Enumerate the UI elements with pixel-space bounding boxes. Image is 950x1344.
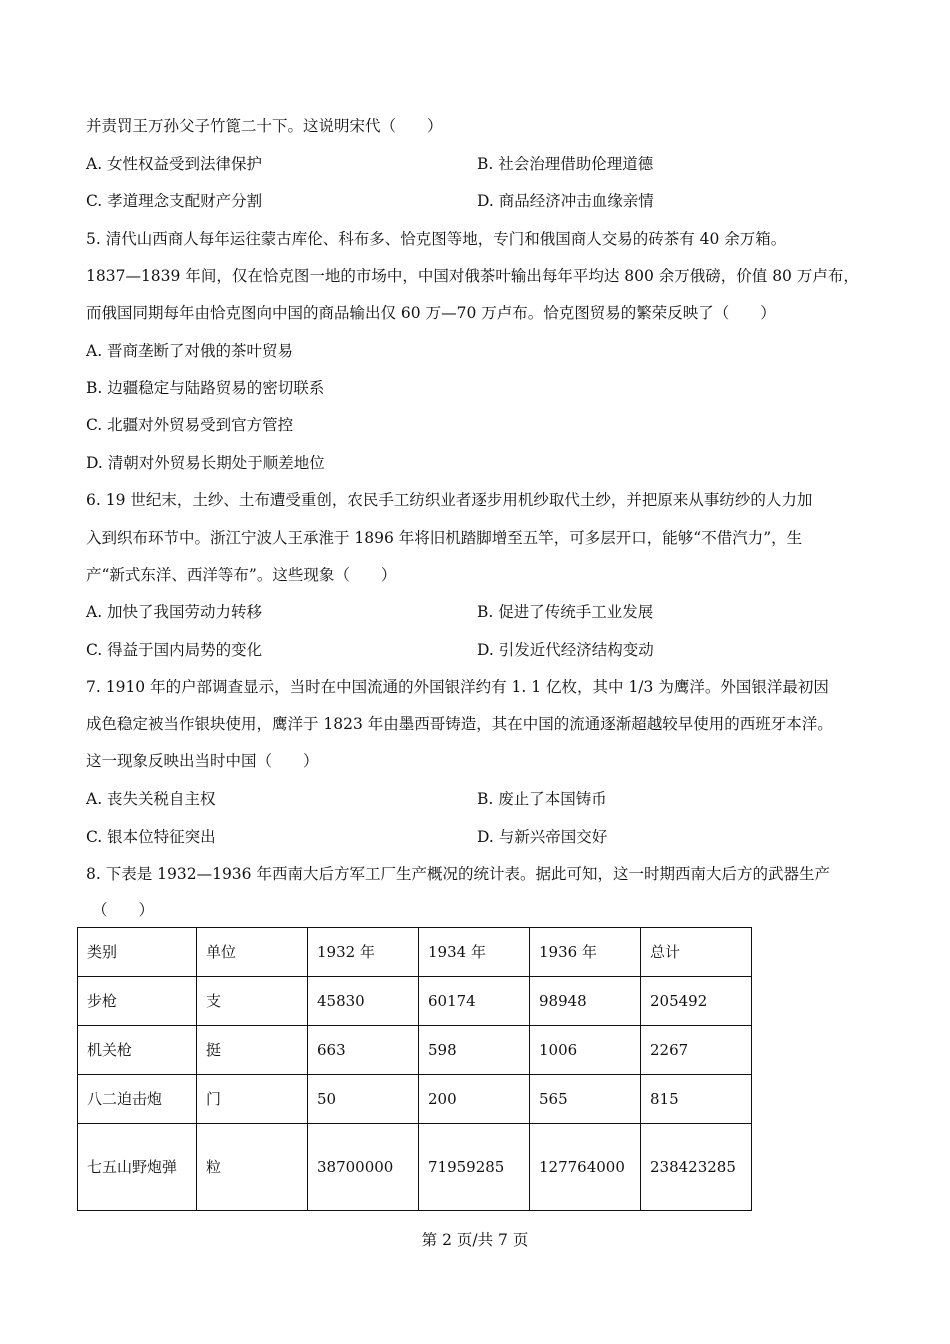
q7-option-c: C. 银本位特征突出: [86, 828, 216, 846]
table-header-cell: 1932 年: [308, 928, 419, 977]
q5-stem-line-3: 而俄国同期每年由恰克图向中国的商品输出仅 60 万—70 万卢布。恰克图贸易的繁荣反映了（ ）: [86, 304, 776, 322]
q7-option-b: B. 废止了本国铸币: [477, 790, 607, 808]
table-header-cell: 1936 年: [530, 928, 641, 977]
table-cell: 815: [641, 1075, 752, 1124]
q7-option-d: D. 与新兴帝国交好: [477, 828, 608, 846]
q4-option-a: A. 女性权益受到法律保护: [86, 155, 263, 173]
table-row: [78, 977, 752, 1026]
table-row: [78, 1124, 752, 1211]
q5-option-a: A. 晋商垄断了对俄的茶叶贸易: [86, 342, 294, 360]
q6-option-c: C. 得益于国内局势的变化: [86, 641, 263, 659]
table-cell: 598: [419, 1026, 530, 1075]
q8-stem-line-1: 8. 下表是 1932—1936 年西南大后方军工厂生产概况的统计表。据此可知，这一时期西南大后方的武器生产: [86, 865, 830, 883]
table-cell: 粒: [197, 1124, 308, 1211]
table-cell: 98948: [530, 977, 641, 1026]
table-header-cell: 总计: [641, 928, 752, 977]
table-cell: 支: [197, 977, 308, 1026]
table-cell: 门: [197, 1075, 308, 1124]
q5-option-d: D. 清朝对外贸易长期处于顺差地位: [86, 454, 325, 472]
table-cell: 205492: [641, 977, 752, 1026]
page-number-footer: 第 2 页/共 7 页: [421, 1231, 529, 1249]
q4-option-b: B. 社会治理借助伦理道德: [477, 155, 654, 173]
table-cell: 八二迫击炮: [78, 1075, 197, 1124]
table-cell: 机关枪: [78, 1026, 197, 1075]
table-header-cell: 单位: [197, 928, 308, 977]
q6-option-d: D. 引发近代经济结构变动: [477, 641, 654, 659]
q7-option-a: A. 丧失关税自主权: [86, 790, 216, 808]
q8-stem-line-2: （ ）: [92, 901, 155, 919]
q4-option-d: D. 商品经济冲击血缘亲情: [477, 192, 654, 210]
q7-stem-line-1: 7. 1910 年的户部调查显示，当时在中国流通的外国银洋约有 1. 1 亿枚，其中 1/3 为鹰洋。外国银洋最初因: [86, 678, 829, 696]
table-cell: 步枪: [78, 977, 197, 1026]
q7-stem-line-2: 成色稳定被当作银块使用，鹰洋于 1823 年由墨西哥铸造，其在中国的流通逐渐超越较早使用的西班牙本洋。: [86, 715, 833, 733]
table-cell: 565: [530, 1075, 641, 1124]
table-cell: 50: [308, 1075, 419, 1124]
table-cell: 60174: [419, 977, 530, 1026]
q5-option-b: B. 边疆稳定与陆路贸易的密切联系: [86, 379, 325, 397]
table-cell: 127764000: [530, 1124, 641, 1211]
q6-stem-line-2: 入到织布环节中。浙江宁波人王承淮于 1896 年将旧机踏脚增至五竿，可多层开口，能够“不借汽力”，生: [86, 529, 803, 547]
q5-stem-line-2: 1837—1839 年间，仅在恰克图一地的市场中，中国对俄茶叶输出每年平均达 800 余万俄磅，价值 80 万卢布，: [86, 267, 859, 285]
q8-statistics-table: [77, 927, 752, 1211]
table-row: [78, 1026, 752, 1075]
q7-stem-line-3: 这一现象反映出当时中国（ ）: [86, 752, 319, 770]
q6-stem-line-1: 6. 19 世纪末，土纱、土布遭受重创，农民手工纺织业者逐步用机纱取代土纱，并把原来从事纺纱的人力加: [86, 491, 813, 509]
q4-option-c: C. 孝道理念支配财产分割: [86, 192, 263, 210]
table-cell: 挺: [197, 1026, 308, 1075]
q5-stem-line-1: 5. 清代山西商人每年运往蒙古库伦、科布多、恰克图等地，专门和俄国商人交易的砖茶有 40 余万箱。: [86, 230, 787, 248]
q6-stem-line-3: 产“新式东洋、西洋等布”。这些现象（ ）: [86, 566, 397, 584]
table-header-row: [78, 928, 752, 977]
table-cell: 45830: [308, 977, 419, 1026]
table-cell: 1006: [530, 1026, 641, 1075]
table-header-cell: 1934 年: [419, 928, 530, 977]
q6-option-b: B. 促进了传统手工业发展: [477, 603, 654, 621]
table-header-cell: 类别: [78, 928, 197, 977]
table-cell: 238423285: [641, 1124, 752, 1211]
table-row: [78, 1075, 752, 1124]
table-cell: 七五山野炮弹: [78, 1124, 197, 1211]
table-cell: 38700000: [308, 1124, 419, 1211]
q5-option-c: C. 北疆对外贸易受到官方管控: [86, 416, 294, 434]
q6-option-a: A. 加快了我国劳动力转移: [86, 603, 263, 621]
table-cell: 663: [308, 1026, 419, 1075]
table-cell: 71959285: [419, 1124, 530, 1211]
table-cell: 2267: [641, 1026, 752, 1075]
q4-stem-tail: 并责罚王万孙父子竹篦二十下。这说明宋代（ ）: [86, 117, 443, 135]
table-cell: 200: [419, 1075, 530, 1124]
